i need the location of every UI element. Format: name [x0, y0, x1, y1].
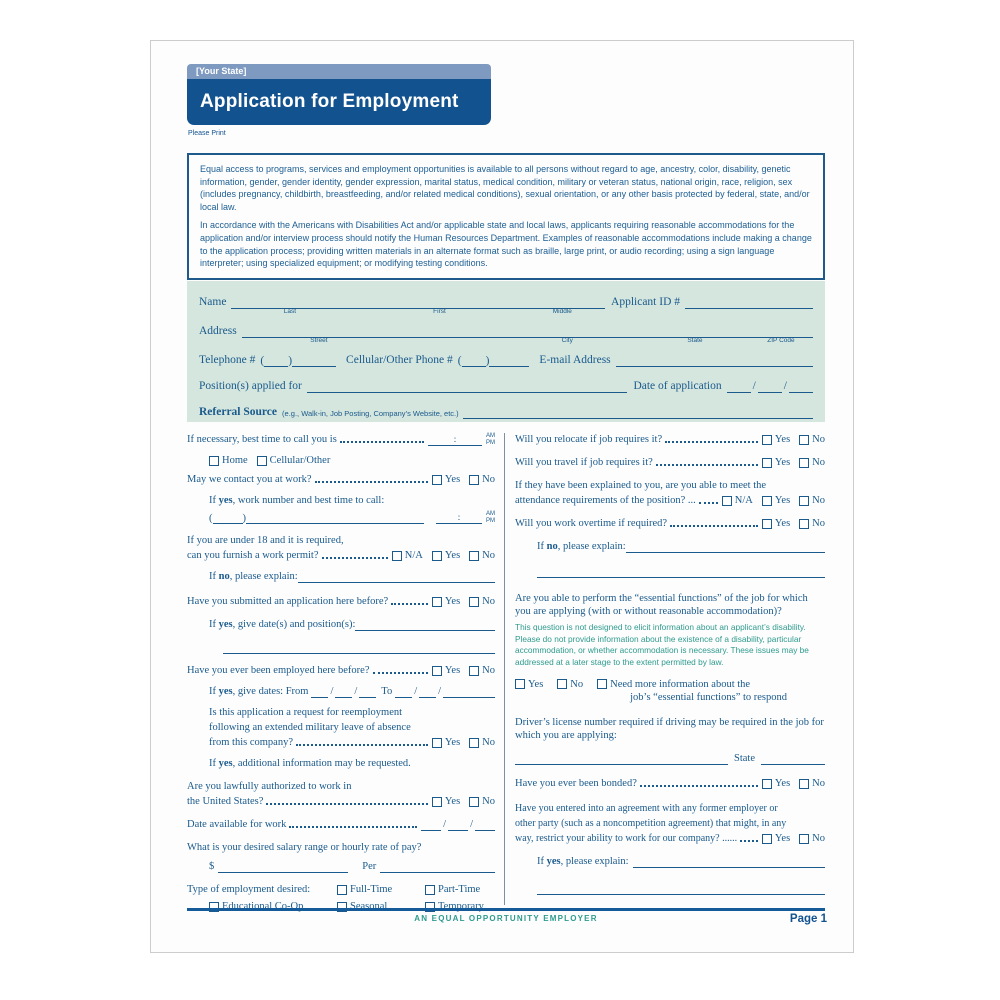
- from-month-field[interactable]: [311, 685, 328, 698]
- seasonal-option: [337, 900, 425, 913]
- salary-per-field[interactable]: [380, 860, 495, 873]
- available-year-field[interactable]: [475, 818, 495, 831]
- agreement-explain-field-2[interactable]: [537, 882, 825, 895]
- date-available-question: [187, 818, 495, 831]
- work-number-field[interactable]: [246, 511, 424, 524]
- salary-amount-field[interactable]: [218, 860, 348, 873]
- checkbox-yes-label: Yes: [444, 474, 461, 485]
- slash-separator: /: [752, 380, 756, 392]
- checkbox-no-label: No: [482, 665, 495, 676]
- travel-question: [515, 456, 825, 469]
- checkbox-no[interactable]: [469, 551, 479, 561]
- name-sublabel-last: Last: [283, 308, 297, 315]
- from-day-field[interactable]: [335, 685, 352, 698]
- work-best-time-field[interactable]: [436, 511, 482, 524]
- personal-info-section: [187, 281, 825, 422]
- checkbox-yes-label: Yes: [774, 434, 791, 445]
- name-sublabel-first: First: [433, 308, 446, 315]
- dotted-leader: [740, 840, 758, 842]
- question-text: attendance requirements of the position? ...: [515, 495, 696, 506]
- checkbox-no[interactable]: [469, 797, 479, 807]
- salary-fields: [209, 860, 495, 873]
- question-text: can you furnish a work permit?: [187, 550, 319, 561]
- employment-type-row2: [187, 900, 495, 913]
- agreement-question-line3: [515, 832, 825, 845]
- name-field[interactable]: [231, 296, 605, 315]
- position-row: [199, 380, 813, 393]
- phone-row: [199, 354, 813, 367]
- available-month-field[interactable]: [421, 818, 441, 831]
- question-text: Will you work overtime if required?: [515, 518, 668, 529]
- employment-type-label: Type of employment desired:: [187, 884, 311, 895]
- checkbox-temporary-label: Temporary: [438, 901, 484, 912]
- application-form-sheet: [150, 40, 854, 953]
- to-year-field[interactable]: [443, 685, 495, 698]
- cellular-label: Cellular/Other Phone #: [346, 354, 453, 366]
- telephone-area-code-field[interactable]: [264, 354, 288, 367]
- colon-separator: :: [453, 434, 457, 444]
- checkbox-yes[interactable]: [762, 834, 772, 844]
- dotted-leader: [340, 441, 424, 443]
- positions-field[interactable]: [307, 380, 628, 393]
- fulltime-option: [337, 883, 425, 896]
- referral-source-field[interactable]: [463, 406, 813, 419]
- disclaimer-paragraph-1: Equal access to programs, services and employment opportunities is available to all persons without regard to age, ancestry, color, disability, genetic information, gender, gender identity, gender expression, marital status, medical condition, military or veteran status, national origin, race, religion, sex (includes pregnancy, childbirth, breastfeeding, and/or related medical conditions), sexual orientation, or any other basis protected by federal, state, and/or local law.: [200, 164, 810, 212]
- previous-application-field[interactable]: [355, 618, 495, 631]
- question-text: Will you travel if job requires it?: [515, 457, 653, 468]
- checkbox-no[interactable]: [469, 597, 479, 607]
- checkbox-part-time-label: Part-Time: [438, 884, 481, 895]
- work-area-code-field[interactable]: [213, 511, 243, 524]
- question-text: from this company?: [209, 737, 293, 748]
- close-paren: ): [242, 513, 246, 524]
- contact-at-work-question: [187, 473, 495, 486]
- question-text: other party (such as a noncompetition agreement) that might, in any: [515, 818, 787, 829]
- checkbox-no[interactable]: [799, 496, 809, 506]
- question-text: way, restrict your ability to work for our company? ......: [515, 833, 738, 844]
- application-date-day-field[interactable]: [758, 380, 782, 393]
- agreement-explain-prompt: [537, 855, 825, 868]
- checkbox-home[interactable]: [209, 456, 219, 466]
- am-pm-label: [486, 511, 495, 524]
- reemployment-note: [209, 757, 495, 770]
- question-text: If no, please explain:: [537, 541, 626, 552]
- relocate-question: [515, 433, 825, 446]
- dotted-leader: [373, 672, 428, 674]
- license-number-field[interactable]: [515, 752, 728, 765]
- question-text: Date available for work: [187, 819, 287, 830]
- dollar-sign: $: [209, 861, 215, 872]
- checkbox-yes[interactable]: [762, 496, 772, 506]
- application-date-year-field[interactable]: [789, 380, 813, 393]
- address-row: [199, 325, 813, 344]
- question-text: If yes, give dates: From: [209, 686, 309, 697]
- checkbox-no-label: No: [482, 596, 495, 607]
- name-sublabel-middle: Middle: [552, 308, 572, 315]
- checkbox-yes-label: Yes: [444, 665, 461, 676]
- question-text: If yes, please explain:: [537, 856, 629, 867]
- checkbox-yes-label: Yes: [528, 679, 544, 690]
- checkbox-no[interactable]: [557, 679, 567, 689]
- checkbox-yes[interactable]: [432, 797, 442, 807]
- overtime-question: [515, 517, 825, 530]
- dotted-leader: [699, 502, 718, 504]
- reemployment-question-line3: [209, 736, 495, 749]
- checkbox-need-more-info-label: Need more information about the job’s “essential functions” to respond: [610, 679, 788, 703]
- checkbox-no-label: No: [482, 550, 495, 561]
- dotted-leader: [296, 744, 428, 746]
- checkbox-na-label: N/A: [734, 495, 753, 506]
- question-text: Have you submitted an application here before?: [187, 596, 389, 607]
- footer-divider: [187, 908, 825, 911]
- attendance-question-line1: [515, 479, 825, 492]
- dotted-leader: [315, 481, 428, 483]
- application-date-month-field[interactable]: [727, 380, 751, 393]
- from-year-field[interactable]: [359, 685, 376, 698]
- open-paren: (: [457, 355, 462, 367]
- checkbox-no[interactable]: [799, 779, 809, 789]
- address-field[interactable]: [242, 325, 813, 344]
- checkbox-no-label: No: [570, 679, 584, 690]
- questions-section: [187, 433, 825, 912]
- referral-source-hint: (e.g., Walk-in, Job Posting, Company’s Website, etc.): [282, 409, 459, 418]
- temporary-option: [425, 900, 484, 913]
- telephone-field[interactable]: [292, 354, 336, 367]
- disclaimer-paragraph-2: In accordance with the Americans with Disabilities Act and/or applicable state and local laws, applicants requiring reasonable accommodations for the application and/or interview process should notify the Human Resources Department. Examples of reasonable accommodations include making a change to the application process; providing written materials in an alternate format such as braille, large print, or audio recording; using a sign language interpreter; using specialized equipment; or modifying testing conditions.: [200, 220, 812, 269]
- checkbox-home-label: Home: [222, 455, 248, 466]
- email-label: E-mail Address: [539, 354, 611, 366]
- question-text: Have you ever been bonded?: [515, 778, 637, 789]
- checkbox-yes-label: Yes: [444, 796, 461, 807]
- print-note: Please Print: [188, 130, 226, 137]
- checkbox-no-label: No: [812, 518, 825, 529]
- reemployment-question-line1: [209, 706, 495, 719]
- license-state-label: State: [734, 753, 755, 764]
- close-paren: ): [485, 355, 490, 367]
- overtime-explain-prompt: [537, 540, 825, 553]
- question-text: If no, please explain:: [209, 571, 298, 582]
- parttime-option: [425, 883, 480, 896]
- address-sublabel-zip: ZIP Code: [767, 337, 795, 344]
- employed-before-question: [187, 664, 495, 677]
- employment-dates-row: [209, 685, 495, 698]
- page-number: Page 1: [789, 913, 827, 925]
- best-time-field[interactable]: [428, 433, 482, 446]
- applicant-id-field[interactable]: [685, 296, 813, 309]
- attendance-question-line2: [515, 494, 825, 507]
- checkbox-yes[interactable]: [762, 458, 772, 468]
- question-text: Have you entered into an agreement with any former employer or: [515, 803, 778, 814]
- open-paren: (: [209, 513, 213, 524]
- equal-opportunity-statement: AN EQUAL OPPORTUNITY EMPLOYER: [414, 914, 598, 923]
- checkbox-no-label: No: [812, 495, 825, 506]
- cellular-area-code-field[interactable]: [462, 354, 486, 367]
- open-paren: (: [260, 355, 265, 367]
- question-text: Is this application a request for reemployment: [209, 707, 403, 718]
- work-permit-question-line2: [187, 549, 495, 562]
- agreement-explain-extra-line: [537, 882, 825, 895]
- address-label: Address: [199, 325, 237, 337]
- essential-functions-answers: [515, 678, 825, 704]
- work-number-fields: [209, 511, 495, 524]
- dotted-leader: [656, 464, 758, 466]
- question-text: If yes, work number and best time to call:: [209, 495, 385, 506]
- referral-source-label: Referral Source: [199, 406, 278, 418]
- phone-type-checkboxes: [209, 454, 495, 467]
- checkbox-no-label: No: [812, 778, 825, 789]
- checkbox-yes[interactable]: [432, 666, 442, 676]
- reemployment-question-line2: [209, 721, 495, 734]
- question-text: Are you able to perform the “essential functions” of the job for which you are applying (with or without reasonable accommodation)?: [515, 593, 808, 617]
- checkbox-seasonal-label: Seasonal: [350, 901, 388, 912]
- question-text: Have you ever been employed here before?: [187, 665, 370, 676]
- drivers-license-question: [515, 716, 825, 742]
- colon-separator: :: [457, 512, 461, 522]
- authorized-question-line1: [187, 780, 495, 793]
- slash-separator: /: [414, 686, 418, 697]
- checkbox-yes[interactable]: [432, 597, 442, 607]
- dotted-leader: [289, 826, 417, 828]
- question-text: the United States?: [187, 796, 264, 807]
- permit-explain-field[interactable]: [298, 570, 495, 583]
- agreement-question-line2: [515, 817, 825, 830]
- checkbox-full-time-label: Full-Time: [350, 884, 393, 895]
- question-text: If necessary, best time to call you is: [187, 434, 337, 445]
- bonded-question: [515, 777, 825, 790]
- dotted-leader: [266, 803, 427, 805]
- checkbox-na[interactable]: [722, 496, 732, 506]
- checkbox-part-time[interactable]: [425, 885, 435, 895]
- salary-question: [187, 841, 495, 854]
- checkbox-no[interactable]: [799, 458, 809, 468]
- address-sublabel-state: State: [687, 337, 703, 344]
- previous-application-extra-line: [223, 641, 495, 654]
- state-tab-label: [Your State]: [196, 66, 247, 76]
- question-text: following an extended military leave of absence: [209, 722, 411, 733]
- question-text: Are you lawfully authorized to work in: [187, 781, 352, 792]
- address-sublabel-street: Street: [310, 337, 328, 344]
- per-label: Per: [362, 861, 377, 872]
- checkbox-yes[interactable]: [762, 779, 772, 789]
- overtime-explain-field[interactable]: [626, 540, 825, 553]
- to-month-field[interactable]: [395, 685, 412, 698]
- checkbox-no[interactable]: [799, 435, 809, 445]
- checkbox-yes[interactable]: [432, 738, 442, 748]
- question-text: If yes, give date(s) and position(s):: [209, 619, 356, 630]
- overtime-explain-field-2[interactable]: [537, 565, 825, 578]
- checkbox-yes[interactable]: [515, 679, 525, 689]
- educational-option: [187, 900, 337, 913]
- pm-label: PM: [486, 517, 495, 524]
- checkbox-no-label: No: [482, 796, 495, 807]
- dotted-leader: [665, 441, 758, 443]
- checkbox-yes-label: Yes: [444, 596, 461, 607]
- slash-separator: /: [783, 380, 787, 392]
- cellular-field[interactable]: [489, 354, 529, 367]
- checkbox-no[interactable]: [469, 666, 479, 676]
- checkbox-yes-label: Yes: [774, 457, 791, 468]
- referral-row: [199, 406, 813, 419]
- dotted-leader: [391, 603, 428, 605]
- question-text: Driver’s license number required if driving may be required in the job for which you are applying:: [515, 717, 824, 741]
- question-text: What is your desired salary range or hourly rate of pay?: [187, 842, 422, 853]
- to-day-field[interactable]: [419, 685, 436, 698]
- applicant-id-label: Applicant ID #: [611, 296, 680, 308]
- license-state-field[interactable]: [761, 752, 825, 765]
- question-text: If they have been explained to you, are you able to meet the: [515, 480, 767, 491]
- available-day-field[interactable]: [448, 818, 468, 831]
- checkbox-yes-label: Yes: [774, 495, 791, 506]
- submitted-before-question: [187, 595, 495, 608]
- checkbox-yes-label: Yes: [774, 778, 791, 789]
- essential-functions-note: This question is not designed to elicit information about an applicant’s disability. Please do not provide information about the existence of a disability, particular accommodation, or whether accommodation is necessary. These issues may be addressed at a later stage to the extent permitted by law.: [515, 622, 809, 667]
- slash-separator: /: [443, 819, 447, 830]
- left-question-column: [187, 433, 495, 912]
- work-permit-question-line1: [187, 534, 495, 547]
- checkbox-na[interactable]: [392, 551, 402, 561]
- previous-application-field-2[interactable]: [223, 641, 495, 654]
- checkbox-yes-label: Yes: [444, 737, 461, 748]
- permit-explain-prompt: [209, 570, 495, 583]
- checkbox-cellular-other[interactable]: [257, 456, 267, 466]
- positions-label: Position(s) applied for: [199, 380, 302, 392]
- checkbox-yes-label: Yes: [774, 518, 791, 529]
- agreement-explain-field[interactable]: [633, 855, 825, 868]
- checkbox-yes-label: Yes: [444, 550, 461, 561]
- date-of-application-label: Date of application: [633, 380, 722, 392]
- checkbox-yes[interactable]: [762, 519, 772, 529]
- checkbox-yes[interactable]: [432, 475, 442, 485]
- telephone-label: Telephone #: [199, 354, 256, 366]
- page-title: Application for Employment: [200, 91, 459, 112]
- checkbox-yes[interactable]: [432, 551, 442, 561]
- slash-separator: /: [330, 686, 334, 697]
- state-tab: [187, 64, 491, 79]
- checkbox-no-label: No: [812, 434, 825, 445]
- authorized-question-line2: [187, 795, 495, 808]
- checkbox-no[interactable]: [799, 519, 809, 529]
- checkbox-no[interactable]: [469, 475, 479, 485]
- checkbox-no-label: No: [482, 474, 495, 485]
- checkbox-cellular-other-label: Cellular/Other: [269, 455, 331, 466]
- work-number-prompt: [209, 494, 495, 507]
- am-pm-label: [486, 433, 495, 446]
- checkbox-no-label: No: [812, 833, 825, 844]
- slash-separator: /: [470, 819, 473, 830]
- name-label: Name: [199, 296, 227, 308]
- eeo-disclaimer-box: [187, 153, 825, 280]
- previous-application-prompt: [209, 618, 495, 631]
- overtime-explain-extra-line: [537, 565, 825, 578]
- question-text: If you are under 18 and it is required,: [187, 535, 344, 546]
- to-label: To: [381, 686, 393, 697]
- title-bar: [187, 79, 491, 125]
- slash-separator: /: [438, 686, 442, 697]
- agreement-question-line1: [515, 802, 825, 815]
- am-label: AM: [486, 511, 495, 517]
- essential-functions-question: [515, 592, 825, 618]
- address-sublabel-city: City: [561, 337, 573, 344]
- checkbox-yes[interactable]: [762, 435, 772, 445]
- dotted-leader: [640, 785, 758, 787]
- checkbox-yes-label: Yes: [774, 833, 791, 844]
- checkbox-no[interactable]: [469, 738, 479, 748]
- employment-type-row1: [187, 883, 495, 896]
- checkbox-no[interactable]: [799, 834, 809, 844]
- checkbox-no-label: No: [482, 737, 495, 748]
- question-text: Will you relocate if job requires it?: [515, 434, 663, 445]
- right-question-column: [504, 433, 825, 905]
- checkbox-educational-coop-label: Educational Co-Op: [222, 901, 304, 912]
- best-time-question: [187, 433, 495, 446]
- checkbox-need-more-info[interactable]: [597, 679, 607, 689]
- name-row: [199, 296, 813, 315]
- dotted-leader: [322, 557, 388, 559]
- slash-separator: /: [354, 686, 358, 697]
- checkbox-full-time[interactable]: [337, 885, 347, 895]
- checkbox-na-label: N/A: [404, 550, 423, 561]
- drivers-license-fields: [515, 752, 825, 765]
- checkbox-no-label: No: [812, 457, 825, 468]
- pm-label: PM: [486, 439, 495, 446]
- dotted-leader: [670, 525, 758, 527]
- question-text: May we contact you at work?: [187, 474, 312, 485]
- close-paren: ): [288, 355, 293, 367]
- am-label: AM: [486, 433, 495, 439]
- email-field[interactable]: [616, 354, 813, 367]
- question-text: If yes, additional information may be requested.: [209, 758, 411, 769]
